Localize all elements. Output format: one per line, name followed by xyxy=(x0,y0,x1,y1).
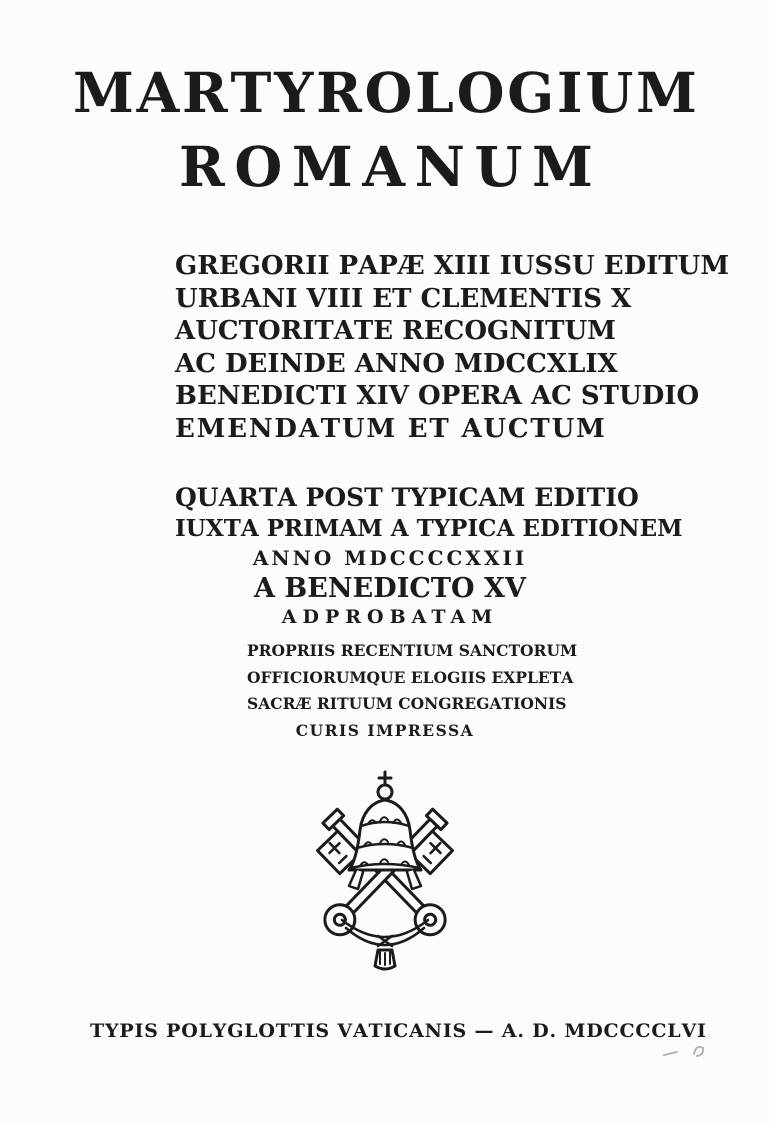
authority-line-2: U R B A N I V I I I E T C L E M E N T I S X xyxy=(175,283,632,314)
provenance-line-3: S A C R Æ R I T U U M C O N G R E G A T I O N I S xyxy=(247,694,567,713)
edition-block xyxy=(175,483,683,628)
edition-line-1: Q U A R T A P O S T T Y P I C A M E D I T I O xyxy=(175,483,639,512)
book-title-line1: M A R T Y R O L O G I U M xyxy=(73,60,697,125)
edition-year-line: ANNO MDCCCCXXII xyxy=(252,546,528,570)
edition-pope-line: A B E N E D I C T O X V xyxy=(254,573,526,604)
provenance-line-4: CURIS IMPRESSA xyxy=(295,720,475,740)
edition-approval-line: ADPROBATAM xyxy=(281,606,499,628)
authority-line-6: E M E N D A T U M E T A U C T U M xyxy=(175,413,605,444)
authority-line-5: B E N E D I C T I X I V O P E R A A C S T U D I O xyxy=(175,381,700,412)
provenance-line-2: O F F I C I O R U M Q U E E L O G I I S E X P L E T A xyxy=(247,667,574,687)
pencil-mark xyxy=(660,1040,714,1068)
authority-block xyxy=(175,251,730,447)
crossed-keys-tiara-icon xyxy=(290,770,480,974)
authority-line-1: G R E G O R I I P A P Æ X I I I I U S S U E D I T U M xyxy=(175,251,730,281)
provenance-block xyxy=(247,641,578,740)
authority-line-3: A U C T O R I T A T E R E C O G N I T U M xyxy=(175,316,616,347)
papal-insignia-emblem xyxy=(290,770,480,974)
book-title-line2: R O M A N U M xyxy=(179,134,593,199)
publisher-imprint: T Y P I S P O L Y G L O T T I S V A T I C A N I S — A . D . M D C C C C L V I xyxy=(90,1020,706,1042)
edition-line-2: I U X T A P R I M A M A T Y P I C A E D I T I O N E M xyxy=(175,515,683,542)
provenance-line-1: P R O P R I I S R E C E N T I U M S A N C T O R U M xyxy=(247,641,578,660)
authority-line-4: A C D E I N D E A N N O M D C C X L I X xyxy=(175,348,618,379)
